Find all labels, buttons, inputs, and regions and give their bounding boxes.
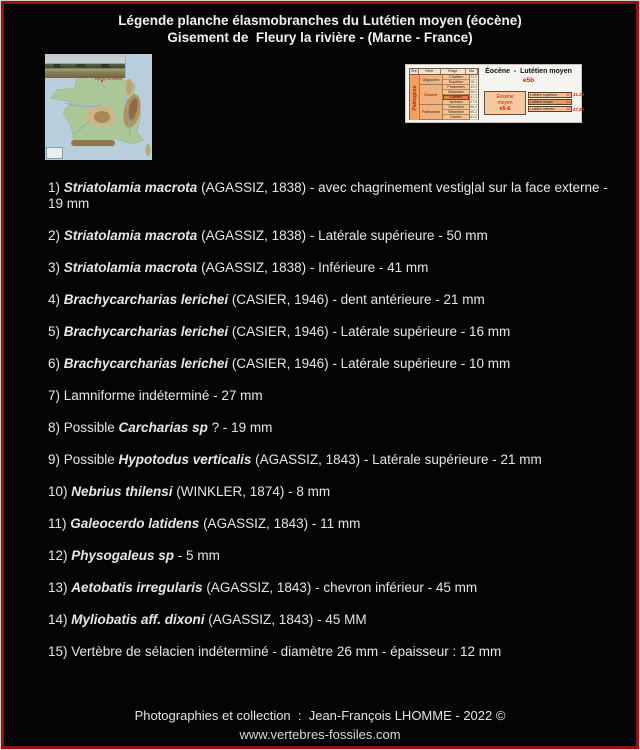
legend-entry-9 <box>48 452 616 468</box>
entry-text: 15) Vertèbre de sélacien indéterminé - diamètre 26 mm - épaisseur : 12 mm <box>48 644 502 659</box>
column-header: Ère <box>410 69 419 74</box>
legend-entry-11 <box>48 516 616 532</box>
species-name: Brachycarcharias lerichei <box>63 324 229 339</box>
stage-cell: Lutétien <box>443 95 469 100</box>
age-top-value: 41,20 <box>573 92 585 97</box>
website-url[interactable]: www.vertebres-fossiles.com <box>239 727 401 742</box>
column-header: Ma <box>466 69 478 74</box>
entry-text: (AGASSIZ, 1838) - avec chagrinement vestig <box>197 180 472 195</box>
entry-text: 12) <box>48 548 72 563</box>
entry-text: 3) <box>48 260 64 275</box>
subdivision-row <box>528 106 572 112</box>
species-name: Hypotodus verticalis <box>118 452 252 467</box>
chart-title: Éocène - Lutétien moyen <box>485 68 572 75</box>
stage-cell: Bartonien <box>443 90 469 95</box>
stage-cell: Sélandien <box>443 110 469 115</box>
species-name: Striatolamia macrota <box>63 260 198 275</box>
age-column <box>470 75 478 120</box>
entry-text: (AGASSIZ, 1843) - 45 MM <box>204 612 367 627</box>
entry-text: 9) Possible <box>48 452 119 467</box>
entry-text: - 5 mm <box>174 548 220 563</box>
legend-entry-2 <box>48 228 616 244</box>
legend-entry-13 <box>48 580 616 596</box>
stratigraphy-table <box>409 68 479 120</box>
species-name: Carcharias sp <box>118 420 208 435</box>
age-cell: 33,9 <box>470 85 477 89</box>
focus-box-line: e5-6 <box>499 106 511 112</box>
legend-entry-5 <box>48 324 616 340</box>
credits-line: Photographies et collection : Jean-François LHOMME - 2022 © <box>134 708 506 723</box>
site-map-label: Fleury la rivière <box>95 76 123 81</box>
species-name: Striatolamia macrota <box>63 228 198 243</box>
subdivision-value: 46 <box>566 107 570 111</box>
entry-text: 14) <box>48 612 72 627</box>
entry-text: (CASIER, 1946) - dent antérieure - 21 mm <box>228 292 485 307</box>
entry-text: 8) Possible <box>48 420 119 435</box>
entry-text: 6) <box>48 356 64 371</box>
legend-entry-1 <box>48 180 616 212</box>
age-cell: 56,0 <box>470 105 477 109</box>
stage-cell: Thanétien <box>443 105 469 110</box>
focus-box-line: moyen <box>497 100 513 106</box>
stratigraphy-chart <box>405 64 585 123</box>
subdivision-row <box>528 99 572 105</box>
legend-entry-10 <box>48 484 616 500</box>
entry-text: 2) <box>48 228 64 243</box>
stage-cell: Yprésien <box>443 100 469 105</box>
entry-text: 5) <box>48 324 64 339</box>
epoch-cell: Oligocène <box>420 75 442 85</box>
column-header: Étage <box>441 69 467 74</box>
specimen-legend-list[interactable] <box>48 180 616 676</box>
entry-text: 4) <box>48 292 64 307</box>
column-header: Série <box>419 69 441 74</box>
epoch-cell: Paléocène <box>420 105 442 120</box>
outcrop-photo <box>45 54 126 78</box>
system-label: Paléogène <box>411 84 418 111</box>
legend-entry-3 <box>48 260 616 276</box>
epoch-column <box>420 75 443 120</box>
entry-text: (AGASSIZ, 1838) - Latérale supérieure - 50 mm <box>197 228 488 243</box>
entry-text: 11) <box>48 516 71 531</box>
species-name: Aetobatis irregularis <box>71 580 203 595</box>
age-bottom-value: 47,80 <box>573 107 585 112</box>
chart-stage-code: e5b <box>522 77 535 84</box>
species-name: Myliobatis aff. dixoni <box>71 612 205 627</box>
legend-entry-8 <box>48 420 616 436</box>
age-cell: 47,8 <box>470 100 477 104</box>
species-name: Nebrius thilensi <box>71 484 173 499</box>
age-cell: 23,0 <box>470 75 477 79</box>
legend-entry-6 <box>48 356 616 372</box>
species-name: Physogaleus sp <box>71 548 175 563</box>
species-name: Brachycarcharias lerichei <box>63 292 229 307</box>
entry-text: (AGASSIZ, 1843) - 11 mm <box>199 516 361 531</box>
age-cell: 38,0 <box>470 90 477 94</box>
species-name: Striatolamia macrota <box>63 180 198 195</box>
page-title-line1: Légende planche élasmobranches du Lutétien moyen (éocène) <box>118 13 522 28</box>
age-cell: 59,2 <box>470 110 477 114</box>
subdivision-value: 42 <box>566 93 570 97</box>
entry-text: (AGASSIZ, 1843) - Latérale supérieure - 21 mm <box>251 452 542 467</box>
stage-cell: Priabonien <box>443 85 469 90</box>
legend-entry-4 <box>48 292 616 308</box>
map-inset-box <box>46 147 63 159</box>
epoch-cell: Éocène <box>420 85 442 105</box>
stage-cell: Chattien <box>443 75 469 80</box>
stratigraphy-table-body <box>410 75 478 120</box>
page-title-line2: Gisement de Fleury la rivière - (Marne - France) <box>167 30 473 45</box>
entry-text: 1) <box>48 180 64 195</box>
entry-text: ? - 19 mm <box>207 420 273 435</box>
treeline <box>45 64 125 69</box>
system-column <box>410 75 420 120</box>
focus-box-line: Éocène <box>496 94 514 100</box>
subdivision-label: Lutétien supérieur <box>530 93 558 97</box>
entry-text: (WINKLER, 1874) - 8 mm <box>172 484 331 499</box>
stage-cell: Rupélien <box>443 80 469 85</box>
species-name: Galeocerdo latidens <box>70 516 200 531</box>
entry-text: 10) <box>48 484 72 499</box>
legend-entry-15 <box>48 644 616 660</box>
subdivision-label: Lutétien moyen <box>530 100 554 104</box>
entry-text: al sur la face externe - 19 mm <box>48 180 608 211</box>
france-location-map <box>45 54 152 160</box>
legend-entry-14 <box>48 612 616 628</box>
subdivision-label: Lutétien inférieur <box>530 107 556 111</box>
eocene-moyen-box <box>484 91 526 115</box>
legend-entry-7 <box>48 388 616 404</box>
entry-text: 13) <box>48 580 72 595</box>
stage-column <box>443 75 470 120</box>
entry-text: (CASIER, 1946) - Latérale supérieure - 16 mm <box>228 324 511 339</box>
stage-cell: Danien <box>443 115 469 120</box>
age-cell: 41,2 <box>470 95 477 99</box>
lutetian-subdivision-rows <box>528 92 572 113</box>
age-cell: 28,1 <box>470 80 477 84</box>
entry-text: (CASIER, 1946) - Latérale supérieure - 10 mm <box>228 356 511 371</box>
species-name: Brachycarcharias lerichei <box>63 356 229 371</box>
entry-text: 7) Lamniforme indéterminé - 27 mm <box>48 388 263 403</box>
entry-text: (AGASSIZ, 1838) - Inférieure - 41 mm <box>197 260 429 275</box>
age-cell: 61,6 <box>470 115 477 119</box>
subdivision-value: 44 <box>566 100 570 104</box>
subdivision-row <box>528 92 572 98</box>
legend-entry-12 <box>48 548 616 564</box>
entry-text: (AGASSIZ, 1843) - chevron inférieur - 45 mm <box>202 580 478 595</box>
